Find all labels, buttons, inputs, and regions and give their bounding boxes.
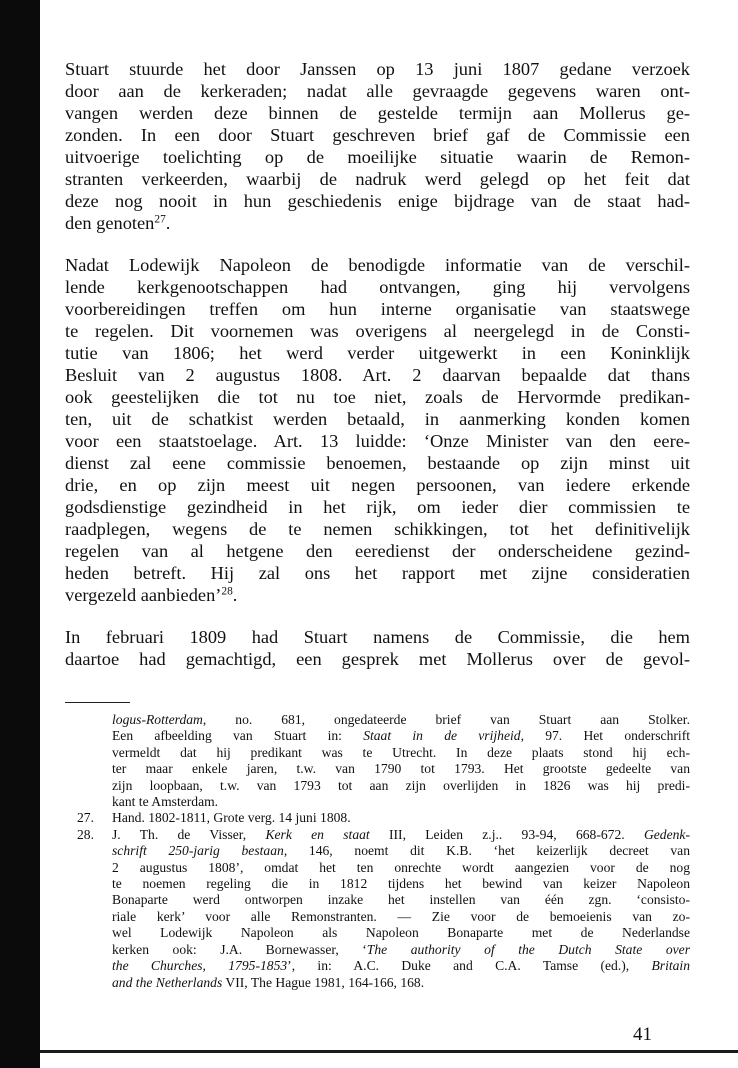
text-line: ook geestelijken die tot nu toe niet, zoals de Hervormde predikan- — [65, 387, 690, 407]
text-line: door aan de kerkeraden; nadat alle gevraagde gegevens waren ont- — [65, 81, 690, 101]
text-line: te regelen. Dit voornemen was overigens al neergelegd in de Consti- — [65, 321, 690, 341]
text-line: ten, uit de schatkist werden betaald, in aanmerking konden komen — [65, 409, 690, 429]
footnote-line: riale kerk’ voor alle Remonstranten. — Zie voor de bemoeienis van zo- — [112, 908, 690, 924]
text-line: regelen van al hetgene den eeredienst der onderscheidene gezind- — [65, 541, 690, 561]
footnote-separator — [65, 702, 130, 703]
footnote-line: Bonaparte werd ontworpen inzake het instellen van één zgn. ‘consisto- — [112, 892, 690, 908]
text-line: Stuart stuurde het door Janssen op 13 juni 1807 gedane verzoek — [65, 59, 690, 79]
footnote-line: ter maar enkele jaren, t.w. van 1790 tot 1793. Het grootste gedeelte van — [112, 761, 690, 777]
footnote-line: kant te Amsterdam. — [112, 794, 219, 810]
footnote-line: Hand. 1802-1811, Grote verg. 14 juni 1808. — [112, 810, 351, 826]
footnote-line: zijn loopbaan, t.w. van 1793 tot aan zijn overlijden in 1826 was hij predi- — [112, 777, 690, 793]
footnote-number: 27. — [77, 810, 94, 826]
text-line: Nadat Lodewijk Napoleon de benodigde informatie van de verschil- — [65, 255, 690, 275]
footnote-number — [65, 712, 112, 810]
text-line: heden betreft. Hij zal ons het rapport met zijne consideratien — [65, 563, 690, 583]
footnote-reference: 28 — [221, 585, 233, 598]
footnote-line: logus-Rotterdam, no. 681, ongedateerde brief van Stuart aan Stolker. — [112, 712, 690, 727]
text-line: godsdienstige gezindheid in het rijk, om ieder dier commissien te — [65, 497, 690, 517]
footnote-number: 28. — [77, 826, 94, 842]
text-line: raadplegen, wegens de te nemen schikkingen, tot het definitivelijk — [65, 519, 690, 539]
page-bottom-border — [40, 1050, 738, 1053]
footnote-line: Een afbeelding van Stuart in: Staat in de vrijheid, 97. Het onderschrift — [112, 728, 690, 744]
footnote-line: te noemen regeling die in 1812 tijdens het bewind van keizer Napoleon — [112, 876, 690, 892]
footnote-reference: 27 — [154, 213, 166, 226]
text-line: voor een staatstoelage. Art. 13 luidde: ‘Onze Minister van den eere- — [65, 431, 690, 451]
text-line: dienst zal eene commissie benoemen, bestaande op zijn minst uit — [65, 453, 690, 473]
text-line: zonden. In een door Stuart geschreven brief gaf de Commissie een — [65, 125, 690, 145]
footnote-line: J. Th. de Visser, Kerk en staat III, Leiden z.j.. 93-94, 668-672. Gedenk- — [112, 826, 690, 842]
footnote-line: wel Lodewijk Napoleon als Napoleon Bonaparte met de Nederlandse — [112, 925, 690, 941]
footnote — [65, 712, 690, 810]
footnote-line: vermeldt dat hij predikant was te Utrecht. In deze plaats stond hij ech- — [112, 744, 690, 760]
footnote-line: kerken ook: J.A. Bornewasser, ‘The authority of the Dutch State over — [112, 941, 690, 957]
text-line: stranten verkeerden, waarbij de nadruk werd gelegd op het feit dat — [65, 169, 690, 189]
body-text — [65, 58, 690, 670]
text-line: deze nog nooit in hun geschiedenis enige bijdrage van de staat had- — [65, 191, 690, 211]
text-line: uitvoerige toelichting op de moeilijke situatie waarin de Remon- — [65, 147, 690, 167]
text-line: lende kerkgenootschappen had ontvangen, ging hij vervolgens — [65, 277, 690, 297]
text-line: vergezeld aanbieden’$^{28}$. — [65, 585, 238, 605]
paragraph — [65, 626, 690, 670]
footnote-line: schrift 250-jarig bestaan, 146, noemt dit K.B. ‘het keizerlijk decreet van — [112, 843, 690, 859]
text-line: daartoe had gemachtigd, een gesprek met Mollerus over de gevol- — [65, 649, 690, 669]
footnote-line: and the Netherlands VII, The Hague 1981, 164-166, 168. — [112, 974, 425, 990]
footnote — [65, 827, 690, 991]
book-binding-edge — [0, 0, 40, 1068]
paragraph — [65, 254, 690, 606]
text-line: den genoten$^{27}$. — [65, 213, 171, 233]
footnotes — [65, 712, 690, 991]
footnote — [65, 810, 690, 826]
paragraph — [65, 58, 690, 234]
footnote-line: the Churches, 1795-1853’, in: A.C. Duke and C.A. Tamse (ed.), Britain — [112, 958, 690, 974]
text-line: tutie van 1806; het werd verder uitgewerkt in een Koninklijk — [65, 343, 690, 363]
text-line: voorbereidingen treffen om hun interne organisatie van staatswege — [65, 299, 690, 319]
text-line: In februari 1809 had Stuart namens de Commissie, die hem — [65, 627, 690, 647]
text-line: Besluit van 2 augustus 1808. Art. 2 daarvan bepaalde dat thans — [65, 365, 690, 385]
footnote-line: 2 augustus 1808’, omdat het ten onrechte wordt aangezien voor de nog — [112, 859, 690, 875]
text-line: vangen werden deze binnen de gestelde termijn aan Mollerus ge- — [65, 103, 690, 123]
page-number: 41 — [633, 1024, 652, 1045]
text-line: drie, en op zijn meest uit negen persoonen, van iedere erkende — [65, 475, 690, 495]
